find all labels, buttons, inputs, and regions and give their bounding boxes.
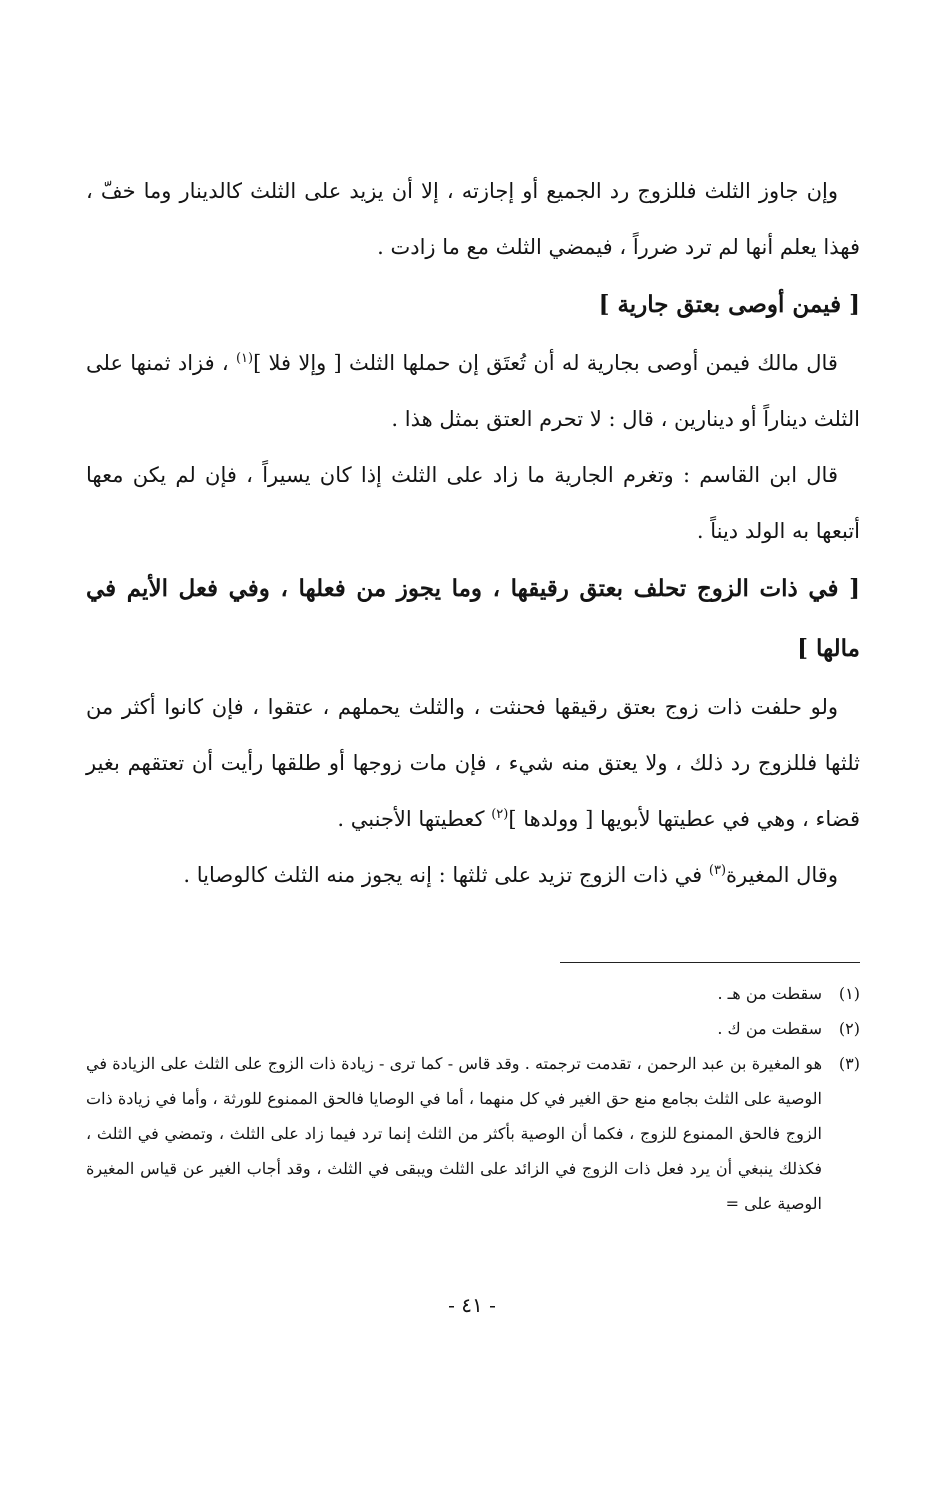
footnote-1 — [86, 976, 860, 1011]
footnote-text: هو المغيرة بن عبد الرحمن ، تقدمت ترجمته . وقد قاس - كما ترى - زيادة ذات الزوج على الثلث على الزيادة في الوصية على الثلث بجامع منع حق الغير في كل منهما ، أما في الوصايا فالحق الممنوع للورثة ، وأما في زيادة ذات الزوج فالحق الممنوع للزوج ، فكما أن الوصية بأكثر من الثلث إنما ترد فيما زاد على الثلث ، وتمضي في الثلث ، فكذلك ينبغي أن يرد فعل ذات الزوج في الزائد على الثلث ويبقى في الثلث ، وقد أجاب الغير عن قياس المغيرة الوصية على = — [86, 1054, 823, 1213]
paragraph-oath-text-continued: كعطيتها الأجنبي . — [337, 807, 485, 831]
footnote-ref-1[interactable]: (١) — [235, 351, 254, 366]
paragraph-malik — [86, 335, 860, 447]
paragraph-oath-freeing — [86, 679, 860, 847]
footnote-text: سقطت من ك . — [717, 1019, 822, 1038]
footnote-separator — [560, 962, 860, 963]
paragraph-1: وإن جاوز الثلث فللزوج رد الجميع أو إجازته ، إلا أن يزيد على الثلث كالدينار وما خفّ ، فهذا يعلم أنها لم ترد ضرراً ، فيمضي الثلث مع ما زادت . — [86, 179, 860, 259]
footnotes — [86, 976, 860, 1221]
paragraph-malik-text: قال مالك فيمن أوصى بجارية له أن تُعتَق إن حملها الثلث [ وإلا فلا ] — [253, 351, 838, 375]
footnote-2 — [86, 1011, 860, 1046]
main-text — [86, 163, 860, 903]
footnote-ref-3[interactable]: (٣) — [708, 863, 727, 878]
paragraph-ibn-alqasim: قال ابن القاسم : وتغرم الجارية ما زاد على الثلث إذا كان يسيراً ، فإن لم يكن معها أتبعها به الولد ديناً . — [86, 463, 860, 543]
paragraph-mughira-text-continued: في ذات الزوج تزيد على ثلثها : إنه يجوز منه الثلث كالوصايا . — [183, 863, 703, 887]
footnote-text: سقطت من هـ . — [717, 984, 822, 1003]
section-heading-married-woman: [ في ذات الزوج تحلف بعتق رقيقها ، وما يجوز من فعلها ، وفي فعل الأيم في مالها ] — [86, 575, 860, 662]
paragraph-mughira — [86, 847, 860, 903]
footnote-number: (٢) — [838, 1019, 860, 1038]
footnote-number: (١) — [838, 984, 860, 1003]
footnote-number: (٣) — [838, 1054, 860, 1073]
section-heading-bequest-slave: [ فيمن أوصى بعتق جارية ] — [598, 291, 860, 318]
page-number: - ٤١ - — [448, 1293, 496, 1317]
paragraph-oath-text: ولو حلفت ذات زوج بعتق رقيقها فحنثت ، والثلث يحملهم ، عتقوا ، فإن كانوا أكثر من ثلثها فللزوج رد ذلك ، ولا يعتق منه شيء ، فإن مات زوجها أو طلقها رأيت أن تعتقهم بغير قضاء ، وهي في عطيتها لأبويها [ وولدها ] — [86, 695, 860, 831]
footnote-ref-2[interactable]: (٢) — [491, 807, 509, 822]
footnote-3 — [86, 1046, 860, 1221]
paragraph-malik-text-continued: ، فزاد ثمنها على الثلث ديناراً أو دينارين ، قال : لا تحرم العتق بمثل هذا . — [86, 351, 860, 431]
paragraph-mughira-text: وقال المغيرة — [726, 863, 838, 887]
